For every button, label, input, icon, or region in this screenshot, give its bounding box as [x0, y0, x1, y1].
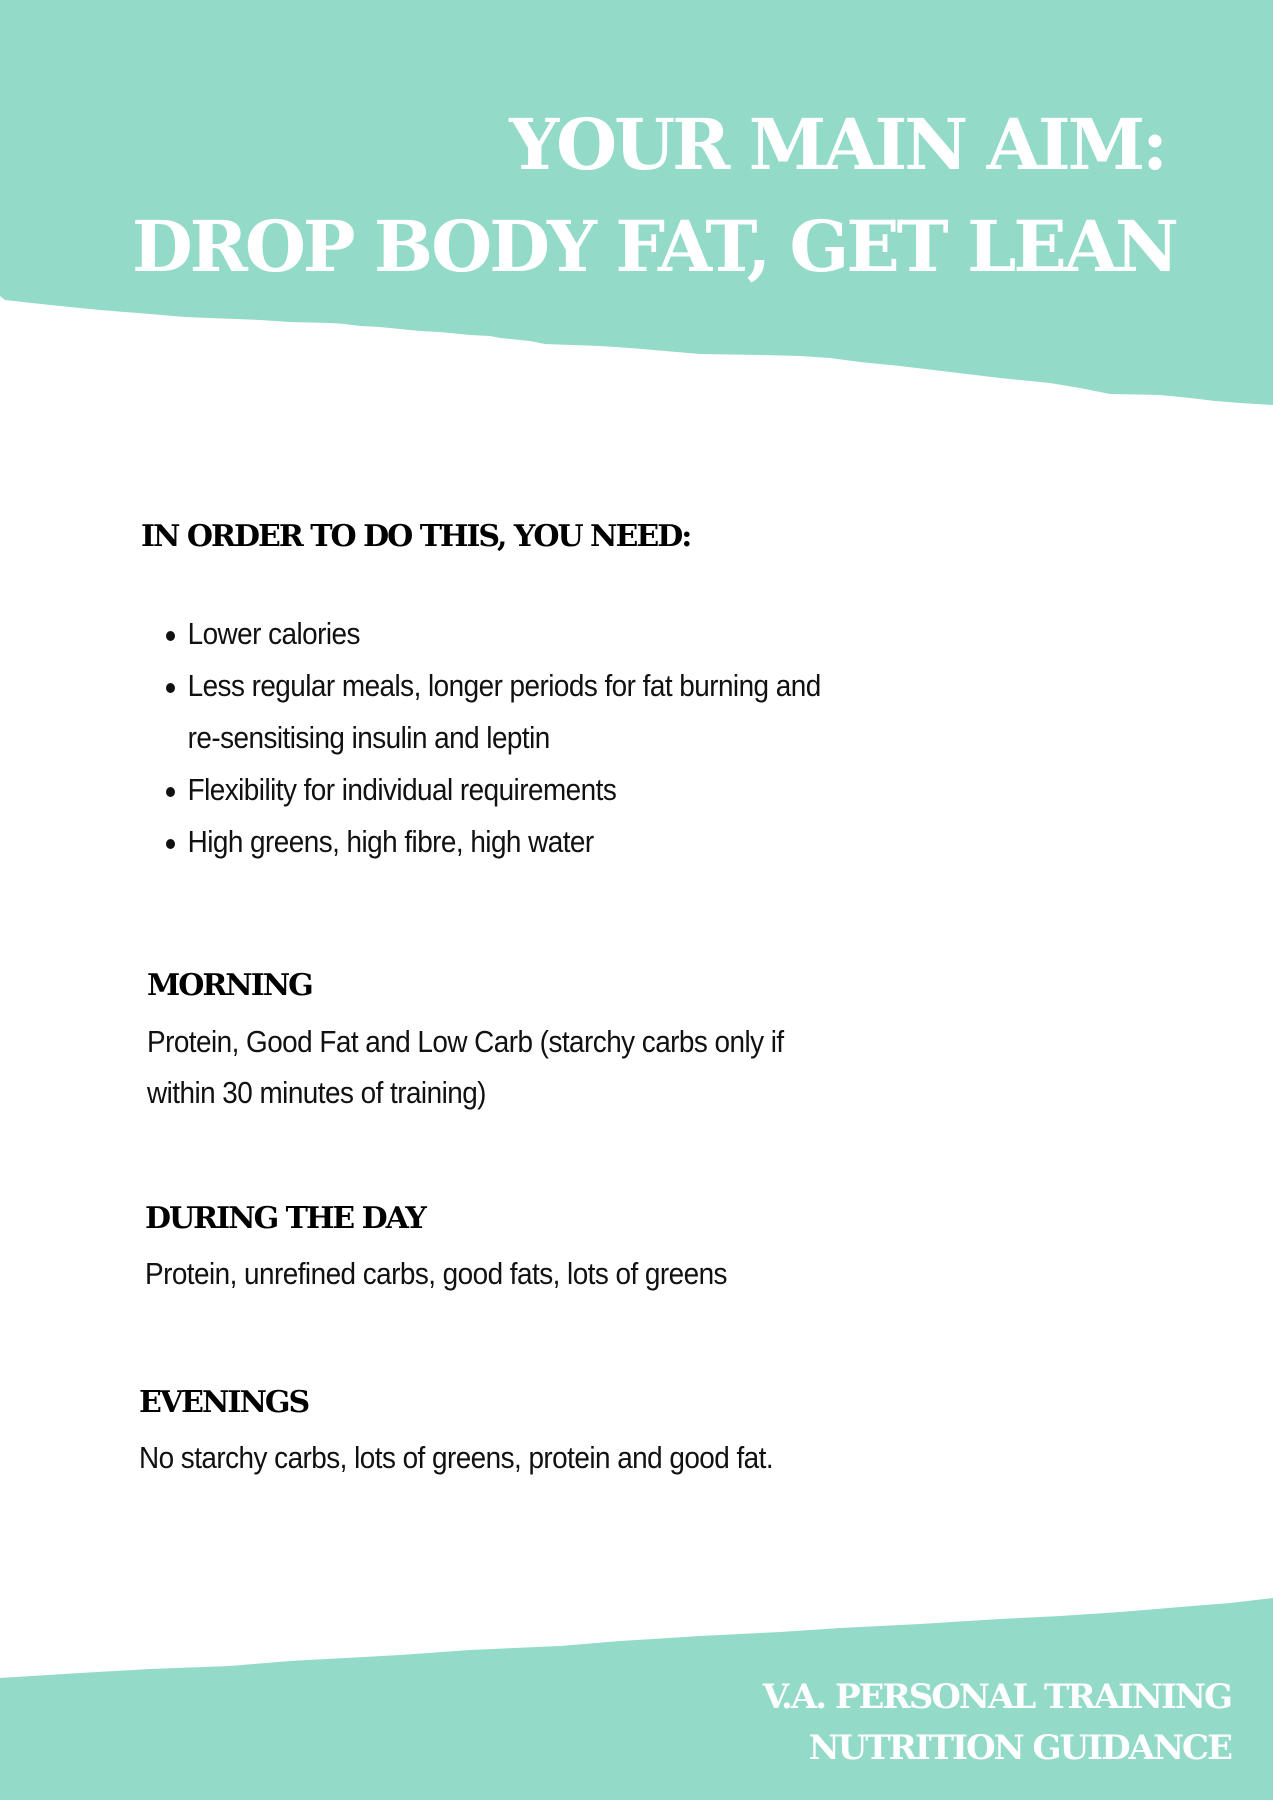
day-text: Protein, unrefined carbs, good fats, lots of greens — [145, 1256, 727, 1291]
needs-list — [166, 608, 893, 868]
footer-line2: NUTRITION GUIDANCE — [808, 1728, 1231, 1768]
evenings-heading: EVENINGS — [139, 1385, 309, 1420]
needs-heading: IN ORDER TO DO THIS, YOU NEED: — [141, 519, 691, 554]
page-title-line1: YOUR MAIN AIM: — [509, 103, 1165, 186]
footer-line1: V.A. PERSONAL TRAINING — [762, 1677, 1231, 1717]
morning-text-line2: within 30 minutes of training) — [147, 1075, 486, 1110]
list-item: Flexibility for individual requirements — [166, 764, 821, 816]
list-item: Less regular meals, longer periods for fat burning and — [166, 660, 821, 712]
evenings-text: No starchy carbs, lots of greens, protein and good fat. — [139, 1440, 774, 1475]
list-item: High greens, high fibre, high water — [166, 816, 821, 868]
list-item: Lower calories — [166, 608, 821, 660]
page-title-line2: DROP BODY FAT, GET LEAN — [131, 205, 1176, 288]
morning-text-line1: Protein, Good Fat and Low Carb (starchy carbs only if — [147, 1024, 784, 1059]
day-heading: DURING THE DAY — [145, 1201, 425, 1236]
morning-heading: MORNING — [147, 968, 312, 1003]
list-item-continuation: re-sensitising insulin and leptin — [187, 720, 550, 755]
